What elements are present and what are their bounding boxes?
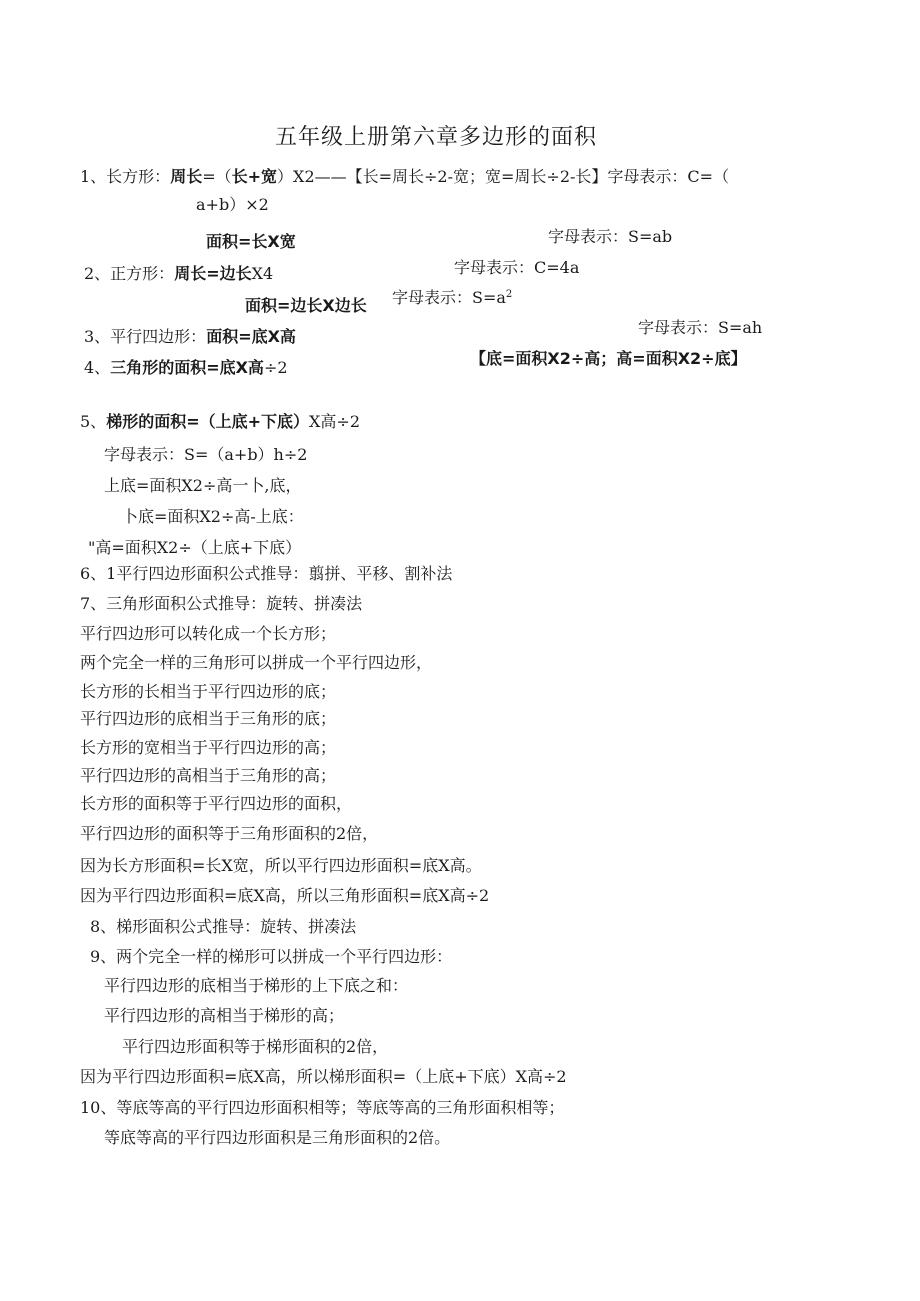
text-line: 平行四边形的面积等于三角形面积的2倍， [80, 824, 379, 843]
trapezoid-area-rest: X高÷2 [309, 412, 360, 431]
rectangle-area: 面积=长X宽 [206, 232, 296, 251]
trapezoid-bottom-base: 卜底=面积X2÷高-上底： [122, 507, 304, 526]
text-line: 平行四边形的高相当于梯形的高； [104, 1006, 345, 1025]
triangle-area: 三角形的面积=底X高 [110, 358, 264, 377]
square-area-letter-sup: 2 [505, 289, 513, 300]
text-line: 平行四边形的底相当于三角形的底； [80, 709, 337, 728]
trapezoid-letter: 字母表示：S=（a+b）h÷2 [104, 445, 308, 464]
text-line: 平行四边形面积等于梯形面积的2倍， [122, 1037, 389, 1056]
text-line: 因为平行四边形面积=底X高，所以三角形面积=底X高÷2 [80, 886, 490, 905]
text-line: 因为长方形面积=长X宽，所以平行四边形面积=底X高。 [80, 856, 482, 875]
text-line: 8、梯形面积公式推导：旋转、拼凑法 [90, 917, 357, 936]
text-line: 等底等高的平行四边形面积是三角形面积的2倍。 [104, 1128, 451, 1147]
section-3-line [84, 326, 296, 348]
rectangle-perimeter-rest: ）X2——【长=周长÷2-宽；宽=周长÷2-长】字母表示：C=（ [277, 167, 730, 186]
triangle-area-rest: ÷2 [263, 358, 288, 377]
square-area: 面积=边长X边长 [245, 296, 367, 315]
section-1-line [80, 166, 729, 188]
rectangle-area-letter: 字母表示：S=ab [548, 227, 673, 246]
trapezoid-area: 梯形的面积=（上底+下底） [106, 412, 310, 431]
rectangle-perimeter-cont: a+b）×2 [196, 195, 269, 214]
square-area-letter [392, 287, 512, 309]
trapezoid-height: "高=面积X2÷（上底+下底） [88, 538, 302, 557]
trapezoid-top-base: 上底=面积X2÷高一卜,底， [104, 476, 302, 495]
section-5-number: 5、 [80, 412, 107, 431]
parallelogram-letter: 字母表示：S=ah [638, 318, 763, 337]
rectangle-perimeter-eq: =（ [202, 167, 232, 186]
triangle-note: 【底=面积X2÷高；高=面积X2÷底】 [470, 349, 747, 368]
section-2-number: 2、正方形： [84, 264, 175, 283]
parallelogram-area: 面积=底X高 [206, 327, 296, 346]
section-4-line [84, 357, 288, 379]
text-line: 10、等底等高的平行四边形面积相等；等底等高的三角形面积相等； [80, 1098, 565, 1117]
section-3-number: 3、平行四边形： [84, 327, 207, 346]
square-perimeter-letter: 字母表示：C=4a [454, 258, 580, 277]
square-area-letter-base: 字母表示：S=a [392, 288, 506, 307]
square-perimeter-rest: X4 [251, 264, 274, 283]
square-perimeter: 周长=边长 [174, 264, 252, 283]
text-line: 平行四边形的底相当于梯形的上下底之和： [104, 976, 409, 995]
text-line: 两个完全一样的三角形可以拼成一个平行四边形， [80, 653, 433, 672]
text-line: 9、两个完全一样的梯形可以拼成一个平行四边形： [90, 947, 453, 966]
section-4-number: 4、 [84, 358, 111, 377]
rectangle-long-wide: 长+宽 [231, 167, 278, 186]
rectangle-perimeter-label: 周长 [170, 167, 203, 186]
section-2-line [84, 263, 273, 285]
text-line: 平行四边形可以转化成一个长方形； [80, 624, 337, 643]
text-line: 长方形的宽相当于平行四边形的高； [80, 738, 337, 757]
text-line: 长方形的长相当于平行四边形的底； [80, 682, 337, 701]
text-line: 7、三角形面积公式推导：旋转、拼凑法 [80, 594, 363, 613]
text-line: 长方形的面积等于平行四边形的面积， [80, 794, 353, 813]
section-1-number: 1、长方形： [80, 167, 171, 186]
text-line: 因为平行四边形面积=底X高，所以梯形面积=（上底+下底）X高÷2 [80, 1067, 567, 1086]
text-line: 6、1平行四边形面积公式推导：翦拼、平移、割补法 [80, 564, 453, 583]
section-5-line [80, 411, 360, 433]
text-line: 平行四边形的高相当于三角形的高； [80, 766, 337, 785]
page-title: 五年级上册第六章多边形的面积 [275, 125, 598, 150]
